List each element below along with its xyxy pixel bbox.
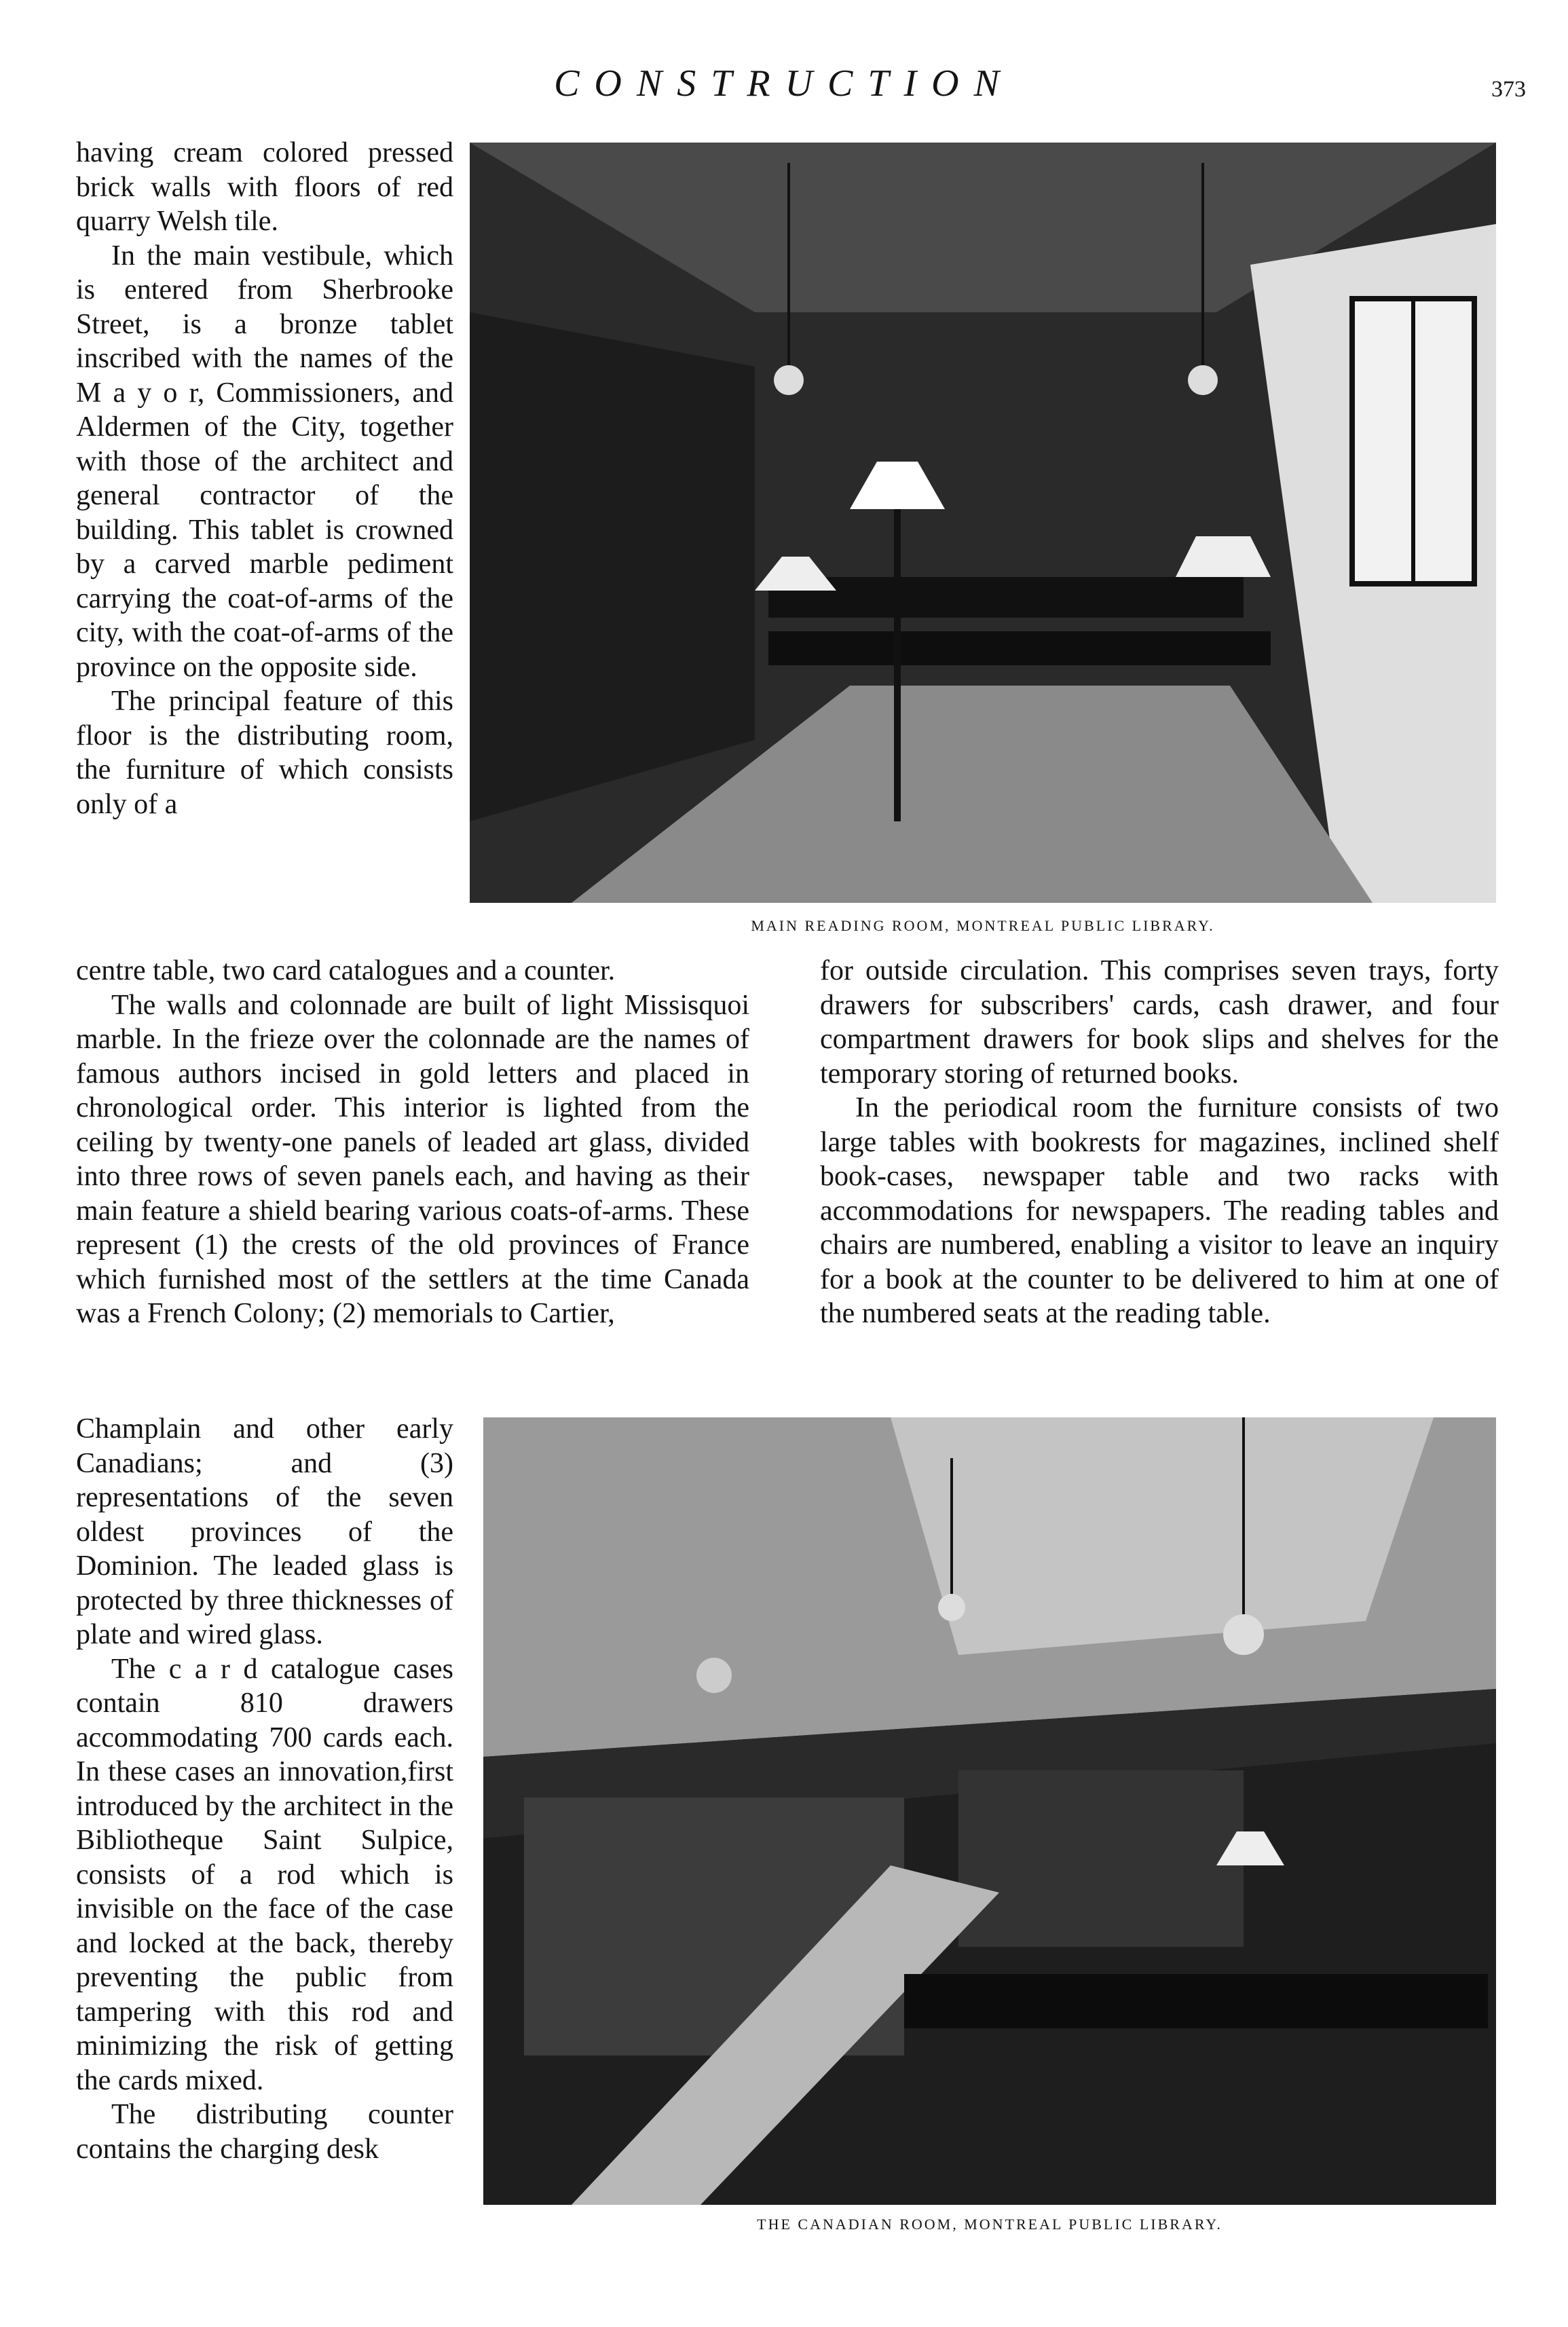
paragraph: for outside circulation. This comprises seven trays, forty drawers for subscribers' cards, cash drawer, and four compartment drawers for book slips and shelves for the temporary storing of returned books.: [820, 955, 1499, 1090]
right-column: [820, 954, 1499, 1331]
page-number: 373: [1491, 77, 1526, 102]
canadian-room-photo: [483, 1417, 1496, 2205]
paragraph: centre table, two card catalogues and a counter.: [76, 955, 616, 986]
main-reading-room-caption: MAIN READING ROOM, MONTREAL PUBLIC LIBRARY.: [751, 917, 1215, 934]
left-column-top: [76, 136, 453, 821]
canadian-room-caption: THE CANADIAN ROOM, MONTREAL PUBLIC LIBRARY.: [757, 2216, 1222, 2233]
paragraph: The c a r d catalogue cases contain 810 drawers accommodating 700 cards each. In these cases an innovation,first introduced by the architect in the Bibliotheque Saint Sulpice, consists of a rod which is invisible on the face of the case and locked at the back, thereby preventing the public from tampering with this rod and minimizing the risk of getting the cards mixed.: [76, 1653, 453, 2096]
left-column-middle: [76, 954, 749, 1331]
paragraph: In the main vestibule, which is entered from Sherbrooke Street, is a bronze tablet inscribed with the names of the M a y o r, Commissioners, and Aldermen of the City, together with those of the architect and general contractor of the building. This tablet is crowned by a carved marble pediment carrying the coat-of-arms of the city, with the coat-of-arms of the province on the opposite side.: [76, 240, 453, 683]
left-column-bottom: [76, 1412, 453, 2166]
paragraph: The distributing counter contains the charging desk: [76, 2099, 453, 2165]
paragraph: The principal feature of this floor is the distributing room, the furniture of which consists only of a: [76, 686, 453, 820]
paragraph: having cream colored pressed brick walls with floors of red quarry Welsh tile.: [76, 137, 453, 237]
paragraph: The walls and colonnade are built of light Missisquoi marble. In the frieze over the colonnade are the names of famous authors incised in gold letters and placed in chronological order. This interior is lighted from the ceiling by twenty-one panels of leaded art glass, divided into three rows of seven panels each, and having as their main feature a shield bearing various coats-of-arms. These represent (1) the crests of the old provinces of France which furnished most of the settlers at the time Canada was a French Colony; (2) memorials to Cartier,: [76, 989, 749, 1329]
running-header-title: CONSTRUCTION: [554, 62, 1014, 105]
paragraph: Champlain and other early Canadians; and (3) representations of the seven oldest provinces of the Dominion. The leaded glass is protected by three thicknesses of plate and wired glass.: [76, 1413, 453, 1650]
main-reading-room-photo: [470, 143, 1496, 903]
paragraph: In the periodical room the furniture consists of two large tables with bookrests for magazines, inclined shelf book-cases, newspaper table and two racks with accommodations for newspapers. The reading tables and chairs are numbered, enabling a visitor to leave an inquiry for a book at the counter to be delivered to him at one of the numbered seats at the reading table.: [820, 1092, 1499, 1329]
